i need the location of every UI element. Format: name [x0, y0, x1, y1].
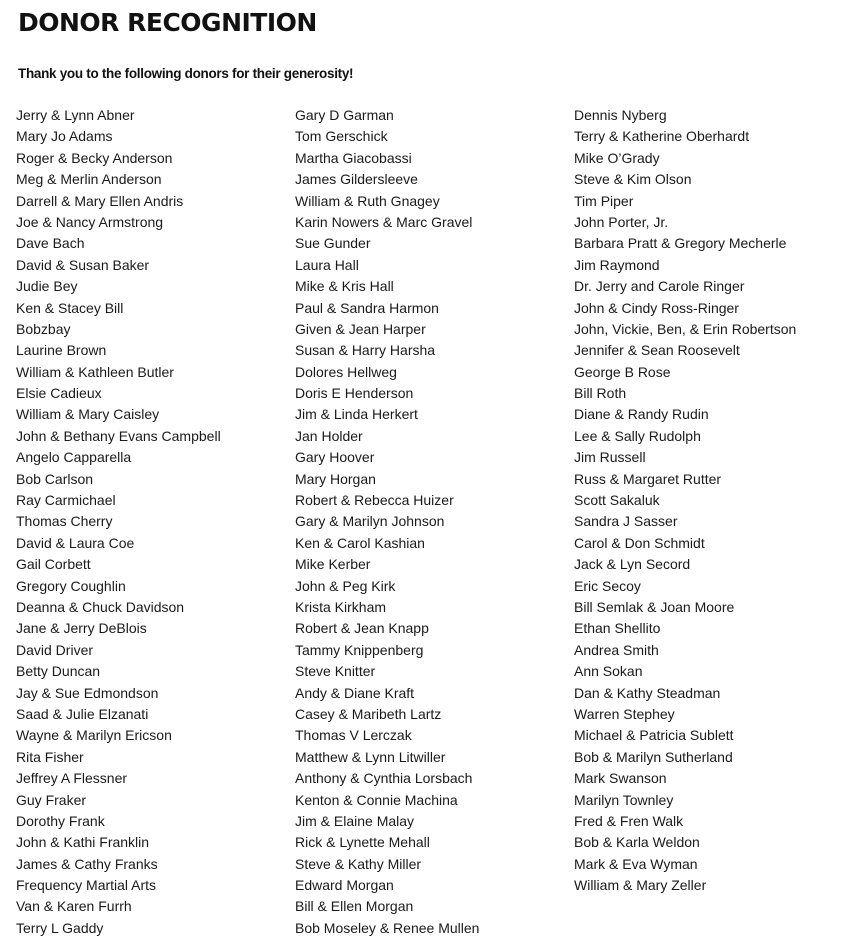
donor-name: John & Peg Kirk: [295, 577, 396, 594]
donor-name: Eric Secoy: [574, 577, 641, 594]
donor-name: Russ & Margaret Rutter: [574, 470, 722, 487]
donor-name: James Gildersleeve: [295, 171, 418, 188]
donor-name: Tim Piper: [574, 192, 634, 209]
donor-name: Matthew & Lynn Litwiller: [295, 748, 446, 765]
donor-name: Jay & Sue Edmondson: [16, 684, 159, 701]
donor-name: David & Laura Coe: [16, 534, 135, 551]
donor-name: Jim & Elaine Malay: [295, 812, 415, 829]
donor-name: John & Kathi Franklin: [16, 834, 150, 851]
donor-name: George B Rose: [574, 363, 671, 380]
donor-name: Terry L Gaddy: [16, 919, 104, 936]
donor-name: Rick & Lynette Mehall: [295, 834, 430, 851]
donor-name: Warren Stephey: [574, 705, 675, 722]
donor-name: William & Kathleen Butler: [16, 363, 174, 380]
donor-name: Jane & Jerry DeBlois: [16, 620, 147, 637]
donor-name: Kenton & Connie Machina: [295, 791, 458, 808]
donor-name: Tammy Knippenberg: [295, 641, 424, 658]
donor-name: Bob & Marilyn Sutherland: [574, 748, 733, 765]
donor-name: Mark & Eva Wyman: [574, 855, 698, 872]
donor-name: Joe & Nancy Armstrong: [16, 213, 164, 230]
donor-name: Karin Nowers & Marc Gravel: [295, 213, 473, 230]
donor-name: Andy & Diane Kraft: [295, 684, 415, 701]
donor-name: Judie Bey: [16, 278, 78, 295]
donor-name: Gail Corbett: [16, 556, 91, 573]
donor-name: Sue Gunder: [295, 235, 371, 252]
donor-name: Michael & Patricia Sublett: [574, 727, 734, 744]
donor-name: Casey & Maribeth Lartz: [295, 705, 442, 722]
donor-name: Diane & Randy Rudin: [574, 406, 709, 423]
donor-name: Steve & Kathy Miller: [295, 855, 422, 872]
donor-name: Sandra J Sasser: [574, 513, 678, 530]
donor-name: Rita Fisher: [16, 748, 84, 765]
donor-name: Steve Knitter: [295, 663, 376, 680]
donor-name: Ray Carmichael: [16, 492, 116, 509]
donor-name: Krista Kirkham: [295, 598, 387, 615]
donor-name: Wayne & Marilyn Ericson: [16, 727, 172, 744]
donor-name: Robert & Jean Knapp: [295, 620, 429, 637]
donor-name: Mike O’Grady: [574, 149, 660, 166]
donor-name: Jan Holder: [295, 427, 363, 444]
donor-name: Dennis Nyberg: [574, 107, 667, 123]
donor-name: Martha Giacobassi: [295, 149, 412, 166]
donor-name: Tom Gerschick: [295, 128, 388, 145]
donor-name: William & Mary Zeller: [574, 877, 707, 894]
donor-name: Dolores Hellweg: [295, 363, 397, 380]
donor-name: Andrea Smith: [574, 641, 659, 658]
donor-name: Meg & Merlin Anderson: [16, 171, 162, 188]
donor-name: Anthony & Cynthia Lorsbach: [295, 770, 473, 787]
donor-name: Gary Hoover: [295, 449, 375, 466]
donor-name: William & Mary Caisley: [16, 406, 160, 423]
donor-name: Jennifer & Sean Roosevelt: [574, 342, 740, 359]
donor-name: Susan & Harry Harsha: [295, 342, 436, 359]
donor-name: Bill Roth: [574, 385, 627, 402]
donor-name: Steve & Kim Olson: [574, 171, 692, 188]
donor-name: Bill Semlak & Joan Moore: [574, 598, 735, 615]
donor-name: Thomas V Lerczak: [295, 727, 412, 744]
donor-name: John & Cindy Ross-Ringer: [574, 299, 739, 316]
donor-name: Edward Morgan: [295, 877, 394, 894]
donor-name: Jim & Linda Herkert: [295, 406, 418, 423]
donor-name: Dave Bach: [16, 235, 85, 252]
donor-name: Mary Jo Adams: [16, 128, 113, 145]
donor-name: Jim Raymond: [574, 256, 660, 273]
donor-name: Elsie Cadieux: [16, 385, 102, 402]
intro-text: Thank you to the following donors for their generosity!: [18, 66, 354, 81]
donor-name: Gary & Marilyn Johnson: [295, 513, 445, 530]
donor-name: Paul & Sandra Harmon: [295, 299, 439, 316]
donor-name: Marilyn Townley: [574, 791, 674, 808]
donor-name: Jeffrey A Flessner: [16, 770, 128, 787]
donor-name: Fred & Fren Walk: [574, 812, 684, 829]
donor-name: Terry & Katherine Oberhardt: [574, 128, 750, 145]
donor-name: Bob & Karla Weldon: [574, 834, 700, 851]
donor-name: Gary D Garman: [295, 107, 394, 123]
donor-name: Dr. Jerry and Carole Ringer: [574, 278, 745, 295]
donor-name: Jerry & Lynn Abner: [16, 107, 135, 123]
donor-name: Saad & Julie Elzanati: [16, 705, 149, 722]
donor-name: John Porter, Jr.: [574, 213, 669, 230]
donor-name: Jim Russell: [574, 449, 646, 466]
donor-name: Lee & Sally Rudolph: [574, 427, 701, 444]
donor-name: Guy Fraker: [16, 791, 87, 808]
donor-name: Gregory Coughlin: [16, 577, 126, 594]
donor-name: Betty Duncan: [16, 663, 101, 680]
donor-name: Mike Kerber: [295, 556, 371, 573]
donor-name: Bobzbay: [16, 320, 71, 337]
donor-name: Bob Moseley & Renee Mullen: [295, 919, 480, 936]
donor-name: Ken & Stacey Bill: [16, 299, 124, 316]
donor-name: David Driver: [16, 641, 94, 658]
donor-name: Dan & Kathy Steadman: [574, 684, 721, 701]
donor-name: Mary Horgan: [295, 470, 376, 487]
donor-name: Given & Jean Harper: [295, 320, 426, 337]
donor-name: Thomas Cherry: [16, 513, 113, 530]
donor-column-3: [574, 105, 844, 896]
donor-name: Deanna & Chuck Davidson: [16, 598, 185, 615]
donor-name: Robert & Rebecca Huizer: [295, 492, 454, 509]
donor-name: Laurine Brown: [16, 342, 107, 359]
donor-name: James & Cathy Franks: [16, 855, 158, 872]
donor-name: Mark Swanson: [574, 770, 667, 787]
donor-name: Laura Hall: [295, 256, 359, 273]
donor-name: Scott Sakaluk: [574, 492, 660, 509]
donor-name: Frequency Martial Arts: [16, 877, 157, 894]
donor-name: Jack & Lyn Secord: [574, 556, 691, 573]
donor-name: Roger & Becky Anderson: [16, 149, 173, 166]
donor-name: Ken & Carol Kashian: [295, 534, 425, 551]
donor-name: Carol & Don Schmidt: [574, 534, 705, 551]
donor-name: John & Bethany Evans Campbell: [16, 427, 221, 444]
donor-name: Ann Sokan: [574, 663, 643, 680]
donor-name: David & Susan Baker: [16, 256, 150, 273]
donor-name: Darrell & Mary Ellen Andris: [16, 192, 184, 209]
donor-column-2: [295, 105, 555, 939]
page-title: DONOR RECOGNITION: [18, 8, 317, 37]
donor-name: Ethan Shellito: [574, 620, 661, 637]
donor-column-1: [16, 105, 276, 939]
donor-name: Doris E Henderson: [295, 385, 414, 402]
donor-name: Angelo Capparella: [16, 449, 132, 466]
donor-name: William & Ruth Gnagey: [295, 192, 440, 209]
donor-name: Mike & Kris Hall: [295, 278, 394, 295]
donor-name: Dorothy Frank: [16, 812, 105, 829]
donor-name: John, Vickie, Ben, & Erin Robertson: [574, 320, 797, 337]
donor-name: Barbara Pratt & Gregory Mecherle: [574, 235, 787, 252]
donor-name: Bill & Ellen Morgan: [295, 898, 414, 915]
donor-name: Bob Carlson: [16, 470, 94, 487]
donor-name: Van & Karen Furrh: [16, 898, 132, 915]
